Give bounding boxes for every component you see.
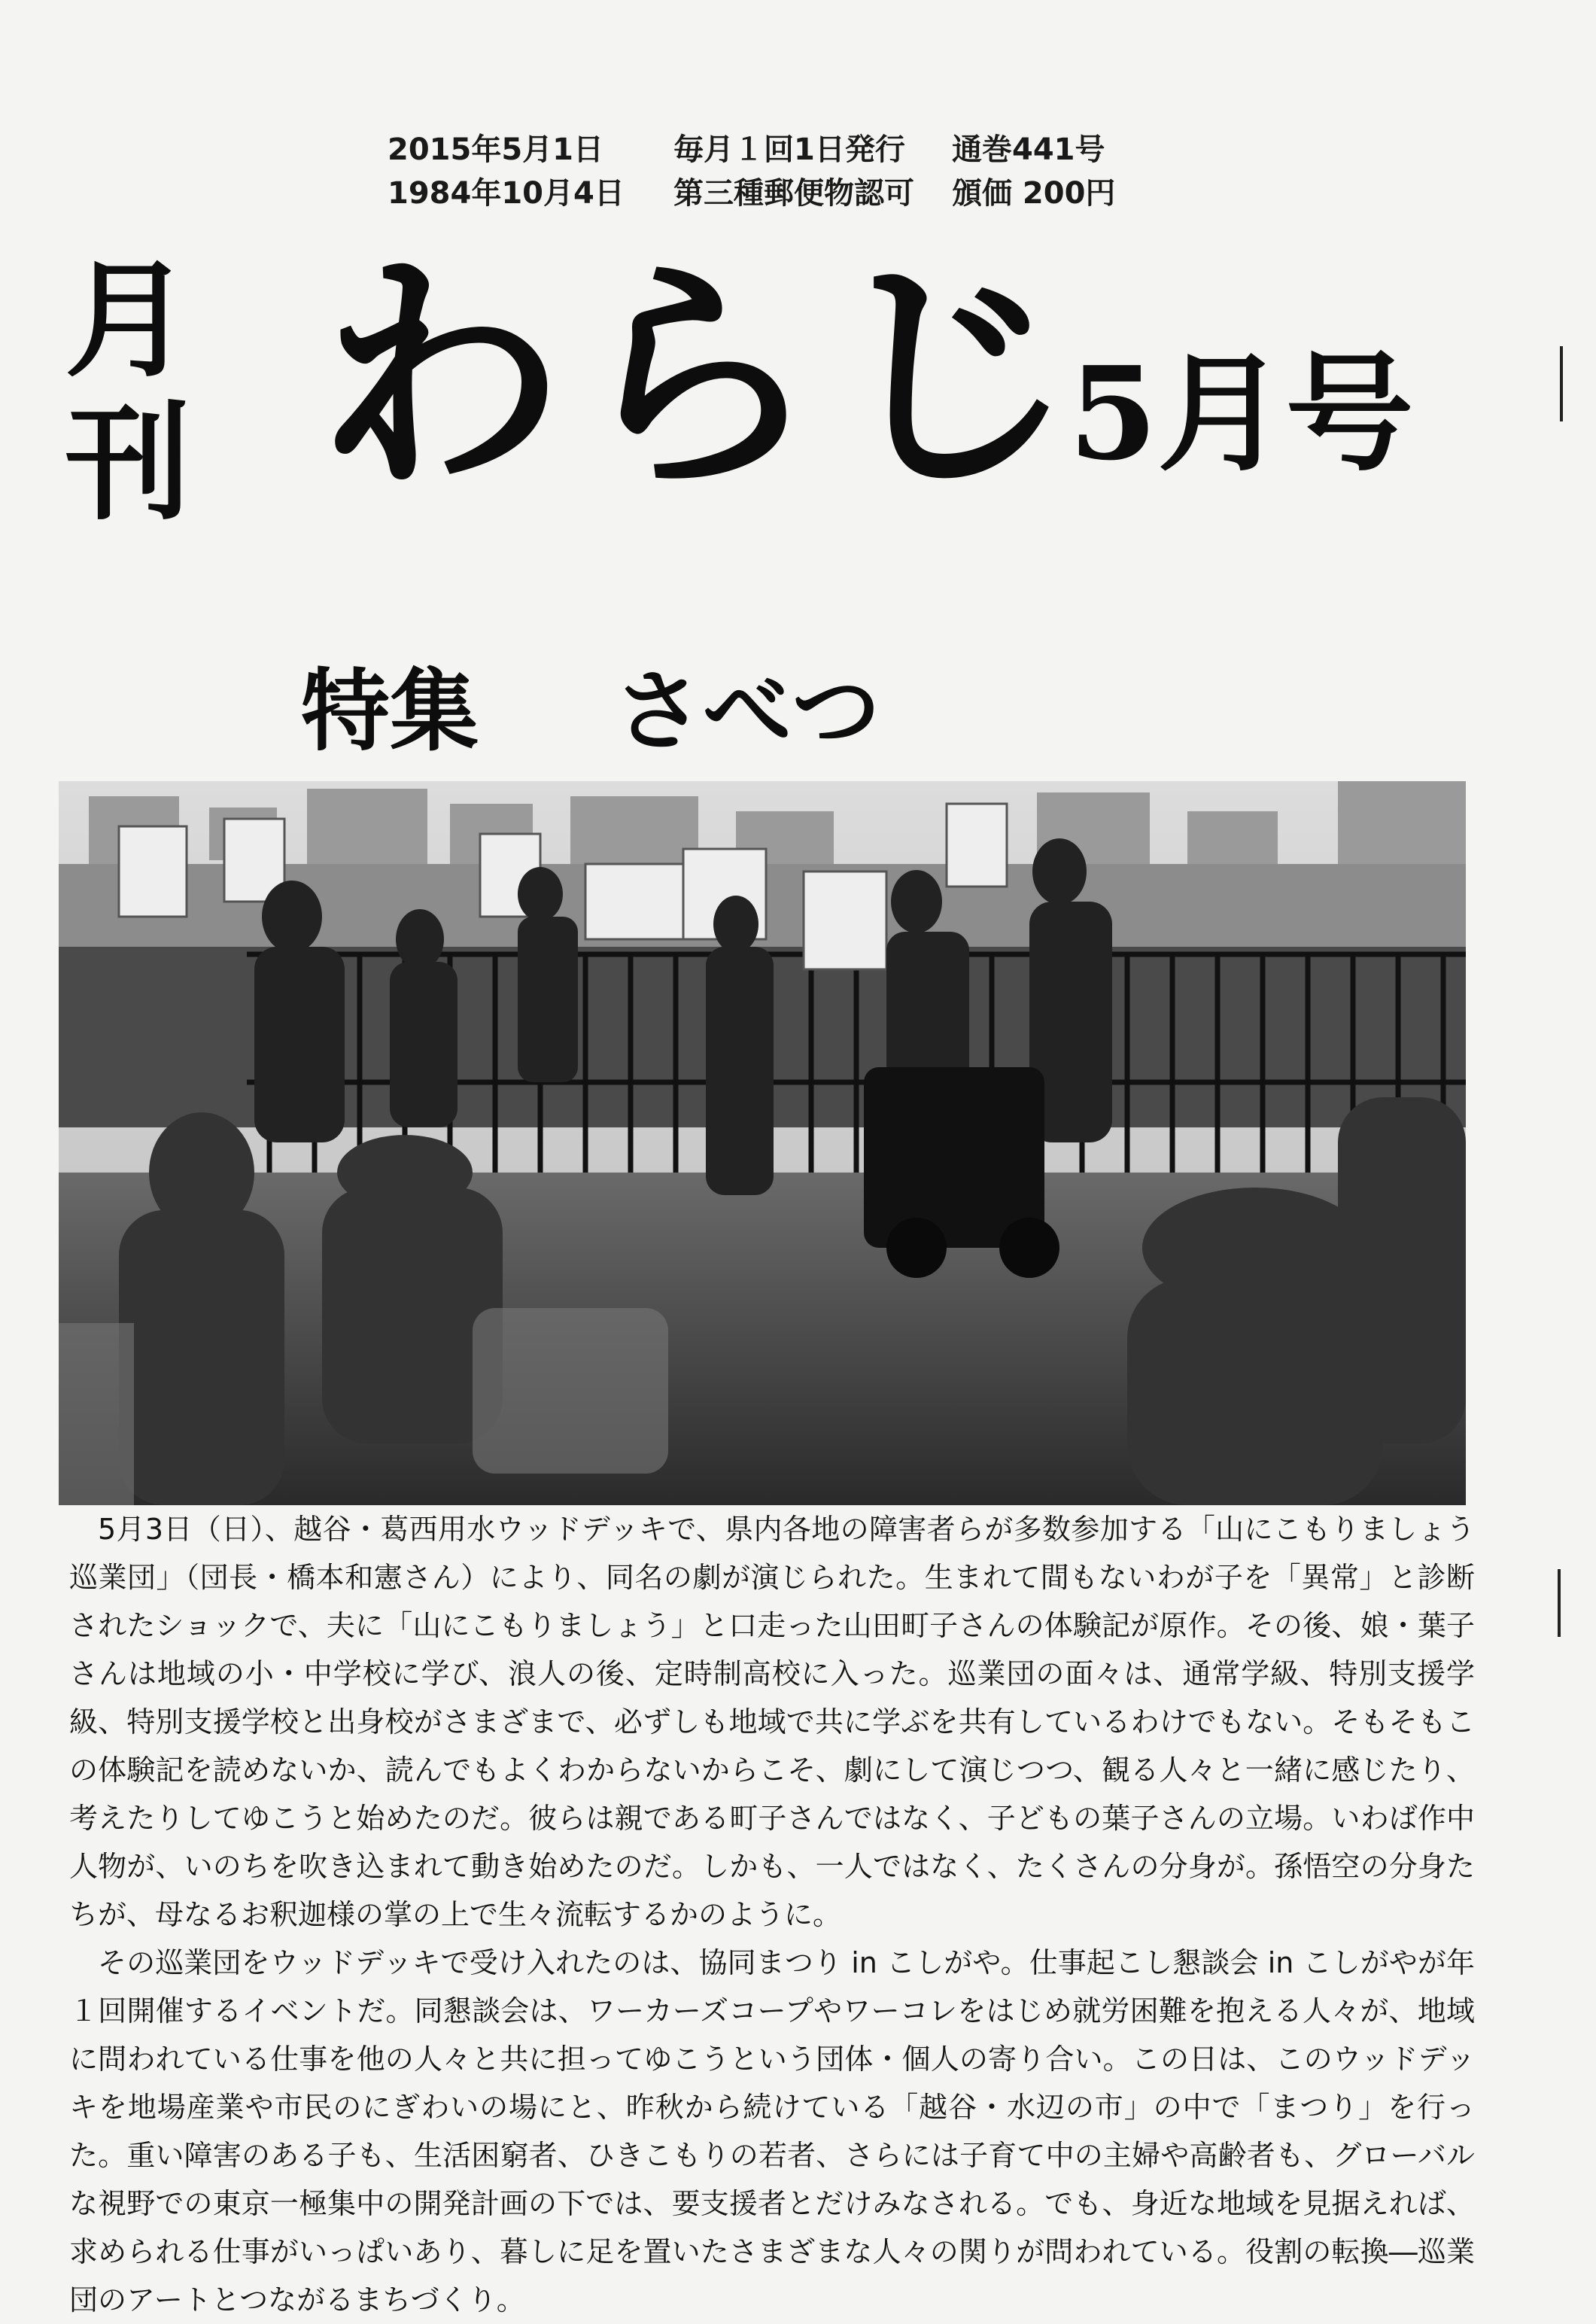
article-paragraph-1: 5月3日（日）、越谷・葛西用水ウッドデッキで、県内各地の障害者らが多数参加する「山にこもりましょう巡業団」（団長・橋本和憲さん）により、同名の劇が演じられた。生まれて間もないわが子を「異常」と診断されたショックで、夫に「山にこもりましょう」と口走った山田町子さんの体験記が原作。その後、娘・葉子さんは地域の小・中学校に学び、浪人の後、定時制高校に入った。巡業団の面々は、通常学級、特別支援学級、特別支援学校と出身校がさまざまで、必ずしも地域で共に学ぶを共有しているわけでもない。そもそもこの体験記を読めないか、読んでもよくわからないからこそ、劇にして演じつつ、観る人々と一緒に感じたり、考えたりしてゆこうと始めたのだ。彼らは親である町子さんではなく、子どもの葉子さんの立場。いわば作中人物が、いのちを吹き込まれて動き始めたのだ。しかも、一人ではなく、たくさんの分身が。孫悟空の分身たちが、母なるお釈迦様の掌の上で生々流転するかのように。 [69, 1513, 1475, 1931]
volume-number: 通巻441号 [952, 132, 1105, 167]
feature-heading [301, 655, 880, 768]
feature-topic: さべつ [614, 659, 881, 763]
publication-info-row-1 [388, 128, 1115, 172]
publication-frequency: 毎月１回1日発行 [673, 132, 905, 167]
article-body [69, 1505, 1475, 2324]
postal-approval-date: 1984年10月4日 [388, 176, 625, 211]
price: 頒価 200円 [952, 176, 1116, 211]
scan-mark-bottom [1558, 1569, 1561, 1637]
postal-approval: 第三種郵便物認可 [673, 176, 914, 211]
issue-label: 5月号 [1069, 339, 1414, 489]
publication-info-row-2 [388, 172, 1115, 215]
feature-label: 特集 [301, 659, 479, 763]
monthly-label-line-2: 刊 [65, 388, 191, 537]
article-paragraph-2: その巡業団をウッドデッキで受け入れたのは、協同まつり in こしがや。仕事起こし懇談会 in こしがやが年１回開催するイベントだ。同懇談会は、ワーカーズコープやワーコレをはじめ就労困難を抱える人々が、地域に問われている仕事を他の人々と共に担ってゆこうという団体・個人の寄り合い。この日は、このウッドデッキを地場産業や市民のにぎわいの場にと、昨秋から続けている「越谷・水辺の市」の中で「まつり」を行った。重い障害のある子も、生活困窮者、ひきこもりの若者、さらには子育て中の主婦や高齢者も、グローバルな視野での東京一極集中の開発計画の下では、要支援者とだけみなされる。でも、身近な地域を見据えれば、求められる仕事がいっぱいあり、暮しに足を置いたさまざまな人々の関りが問われている。役割の転換―巡業団のアートとつながるまちづくり。 [69, 1946, 1475, 2316]
publication-info [388, 128, 1115, 215]
photo-icon [59, 781, 1466, 1505]
issue-date: 2015年5月1日 [388, 132, 603, 167]
scan-mark-top [1560, 346, 1563, 421]
monthly-label [53, 245, 203, 537]
monthly-label-line-1: 月 [65, 245, 191, 394]
event-photo [59, 781, 1466, 1505]
masthead-title: わらじ [316, 230, 1084, 522]
